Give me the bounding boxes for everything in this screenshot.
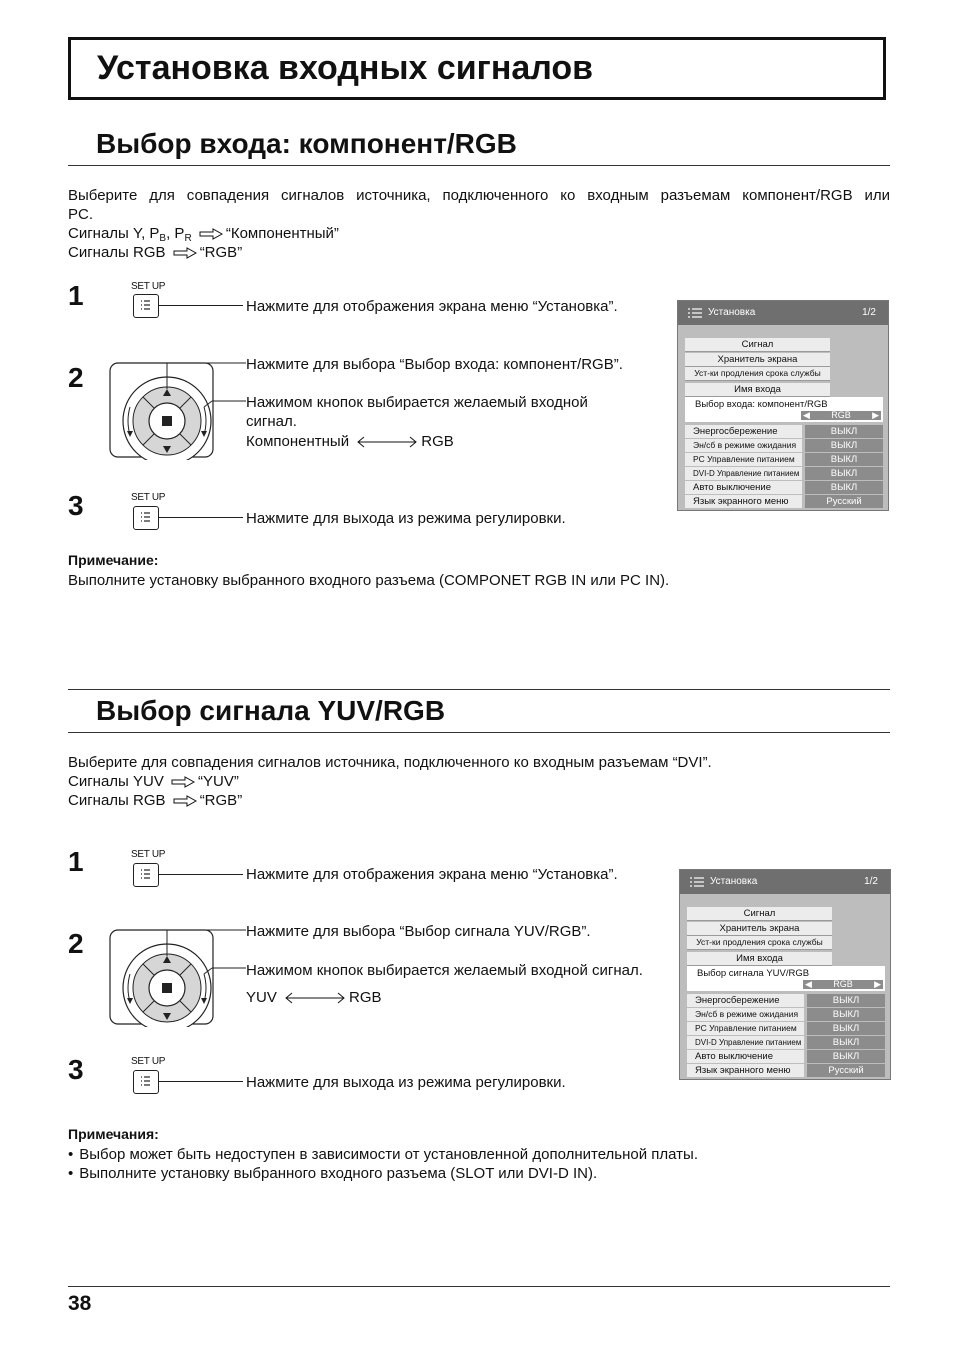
toggle-row [246, 432, 454, 451]
right-arrow-icon[interactable]: ▶ [874, 979, 881, 989]
dpad-icon [108, 355, 248, 460]
osd-row-value: ВЫКЛ [807, 1036, 885, 1049]
setup-button-label: SET UP [131, 849, 166, 860]
step2-text-b1: Нажимом кнопок выбирается желаемый входной сигнал. [246, 962, 643, 979]
signals-value: “RGB” [199, 244, 243, 261]
osd-item[interactable]: Хранитель экрана [685, 353, 830, 367]
right-arrow-icon[interactable]: ▶ [872, 410, 879, 420]
step3-text: Нажмите для выхода из режима регулировки. [246, 1074, 566, 1091]
note-text: Выполните установку выбранного входного разъема (COMPONET RGB IN или PC IN). [68, 572, 670, 589]
osd-row[interactable] [685, 453, 883, 466]
section1-title: Выбор входа: компонент/RGB [96, 128, 517, 159]
osd-item[interactable]: Сигнал [685, 338, 830, 352]
osd-page: 1/2 [862, 307, 876, 318]
note-bullet: • Выполните установку выбранного входного разъема (SLOT или DVI-D IN). [68, 1164, 597, 1183]
osd-row-label: PC Управление питанием [687, 1022, 804, 1035]
osd-row-label: DVI-D Управление питанием [687, 1036, 804, 1049]
step3-text: Нажмите для выхода из режима регулировки. [246, 510, 566, 527]
setup-button-icon [133, 863, 159, 887]
signals-text: , P [166, 225, 185, 242]
osd-item[interactable]: Уст-ки продления срока службы [685, 367, 830, 381]
signals-text: Сигналы RGB [68, 244, 166, 261]
double-arrow-icon [356, 436, 418, 448]
signals-text: Сигналы RGB [68, 792, 166, 809]
osd-title: Установка [710, 876, 758, 887]
step2-text-a: Нажмите для выбора “Выбор входа: компонент/RGB”. [246, 356, 623, 373]
osd-row-value: ВЫКЛ [805, 425, 883, 438]
osd-row-value: ВЫКЛ [805, 467, 883, 480]
osd-row-label: Эн/сб в режиме ожидания [685, 439, 802, 452]
page-title-box [68, 37, 886, 100]
step1-text: Нажмите для отображения экрана меню “Установка”. [246, 866, 618, 883]
setup-button-label: SET UP [131, 281, 166, 292]
osd-value-text: RGB [831, 410, 851, 420]
leader-line [159, 517, 243, 518]
leader-line [159, 305, 243, 306]
osd-selected-value[interactable] [803, 980, 883, 989]
osd-row-value: ВЫКЛ [807, 1050, 885, 1063]
signals-value: “YUV” [198, 773, 239, 790]
osd-row[interactable] [685, 495, 883, 508]
osd-row[interactable] [687, 1036, 885, 1049]
osd-header [678, 301, 888, 325]
step-number: 3 [68, 490, 84, 521]
osd-row[interactable] [685, 425, 883, 438]
menu-list-icon [690, 877, 706, 887]
outline-arrow-icon [171, 776, 195, 788]
osd-row[interactable] [685, 467, 883, 480]
page-number: 38 [68, 1292, 92, 1315]
osd-item[interactable]: Имя входа [685, 383, 830, 397]
osd-selected-label: Выбор сигнала YUV/RGB [697, 968, 810, 979]
leader-line [159, 874, 243, 875]
section1-intro [68, 186, 890, 224]
osd-row-label: Авто выключение [685, 481, 802, 494]
setup-button-label: SET UP [131, 492, 166, 503]
osd-row-value: ВЫКЛ [807, 994, 885, 1007]
osd-row[interactable] [687, 1064, 885, 1077]
osd-row-label: Авто выключение [687, 1050, 804, 1063]
setup-button-icon [133, 1070, 159, 1094]
double-arrow-icon [284, 992, 346, 1004]
outline-arrow-icon [173, 247, 197, 259]
osd-item[interactable]: Уст-ки продления срока службы [687, 936, 832, 950]
osd-title: Установка [708, 307, 756, 318]
menu-list-icon [688, 308, 704, 318]
leader-line [159, 1081, 243, 1082]
osd-row-label: PC Управление питанием [685, 453, 802, 466]
subscript-b: B [159, 233, 167, 244]
section2-intro: Выберите для совпадения сигналов источника, подключенного ко входным разъемам “DVI”. [68, 754, 712, 771]
osd-row-value: ВЫКЛ [807, 1008, 885, 1021]
osd-selected-value[interactable] [801, 411, 881, 420]
osd-row-label: Эн/сб в режиме ожидания [687, 1008, 804, 1021]
section2-title: Выбор сигнала YUV/RGB [96, 695, 446, 726]
step1-text: Нажмите для отображения экрана меню “Установка”. [246, 298, 618, 315]
osd-row[interactable] [687, 1050, 885, 1063]
osd-item[interactable]: Хранитель экрана [687, 922, 832, 936]
setup-button-label: SET UP [131, 1056, 166, 1067]
dpad-icon [108, 922, 248, 1027]
osd-row[interactable] [685, 481, 883, 494]
section1-intro-line1: Выберите для совпадения сигналов источника, подключенного ко входным разъемам компонент/RGB или [68, 187, 890, 204]
osd-selected-label: Выбор входа: компонент/RGB [695, 399, 828, 410]
toggle-row [246, 988, 382, 1007]
step-number: 3 [68, 1054, 84, 1085]
step-number: 1 [68, 280, 84, 311]
osd-row-label: DVI-D Управление питанием [685, 467, 802, 480]
toggle-left: Компонентный [246, 433, 350, 450]
notes-heading: Примечания: [68, 1126, 159, 1142]
osd-row[interactable] [687, 1008, 885, 1021]
outline-arrow-icon [199, 228, 223, 240]
signals-value: “Компонентный” [225, 225, 339, 242]
left-arrow-icon[interactable]: ◀ [805, 979, 812, 989]
setup-button-icon [133, 506, 159, 530]
section2-signals-rgb [68, 791, 242, 810]
left-arrow-icon[interactable]: ◀ [803, 410, 810, 420]
osd-row-label: Энергосбережение [687, 994, 804, 1007]
footer-rule [68, 1286, 890, 1287]
toggle-right: RGB [349, 989, 382, 1006]
osd-item[interactable]: Сигнал [687, 907, 832, 921]
step2-text-a: Нажмите для выбора “Выбор сигнала YUV/RGB”. [246, 923, 591, 940]
osd-row-value: ВЫКЛ [805, 481, 883, 494]
section2-signals-yuv [68, 772, 239, 791]
signals-value: “RGB” [199, 792, 243, 809]
osd-value-text: RGB [833, 979, 853, 989]
toggle-left: YUV [246, 989, 277, 1006]
osd-row-value: ВЫКЛ [805, 439, 883, 452]
section1-signals-rgb [68, 243, 242, 262]
section1-rule [68, 165, 890, 166]
osd-row-value: ВЫКЛ [805, 453, 883, 466]
osd-item[interactable]: Имя входа [687, 952, 832, 966]
subscript-r: R [184, 233, 192, 244]
signals-text: Сигналы Y, P [68, 225, 160, 242]
osd-header [680, 870, 890, 894]
osd-page: 1/2 [864, 876, 878, 887]
section2-top-rule [68, 689, 890, 690]
section2-rule [68, 732, 890, 733]
step-number: 1 [68, 846, 84, 877]
step2-text-b2: сигнал. [246, 413, 297, 430]
osd-setup-menu [679, 869, 891, 1080]
osd-setup-menu [677, 300, 889, 511]
osd-row[interactable] [687, 994, 885, 1007]
osd-row-label: Язык экранного меню [687, 1064, 804, 1077]
step2-text-b1: Нажимом кнопок выбирается желаемый входной [246, 394, 588, 411]
osd-row[interactable] [685, 439, 883, 452]
section1-intro-line2: PC. [68, 206, 94, 223]
osd-selected-item[interactable] [685, 397, 883, 422]
step-number: 2 [68, 362, 84, 393]
note-bullet: • Выбор может быть недоступен в зависимости от установленной дополнительной платы. [68, 1145, 698, 1164]
note-heading: Примечание: [68, 552, 159, 568]
toggle-right: RGB [421, 433, 454, 450]
osd-row-value: ВЫКЛ [807, 1022, 885, 1035]
osd-row-label: Энергосбережение [685, 425, 802, 438]
osd-row[interactable] [687, 1022, 885, 1035]
osd-row-value: Русский [805, 495, 883, 508]
osd-row-label: Язык экранного меню [685, 495, 802, 508]
outline-arrow-icon [173, 795, 197, 807]
step-number: 2 [68, 928, 84, 959]
osd-selected-item[interactable] [687, 966, 885, 991]
osd-row-value: Русский [807, 1064, 885, 1077]
signals-text: Сигналы YUV [68, 773, 164, 790]
setup-button-icon [133, 294, 159, 318]
page-title: Установка входных сигналов [97, 49, 594, 87]
